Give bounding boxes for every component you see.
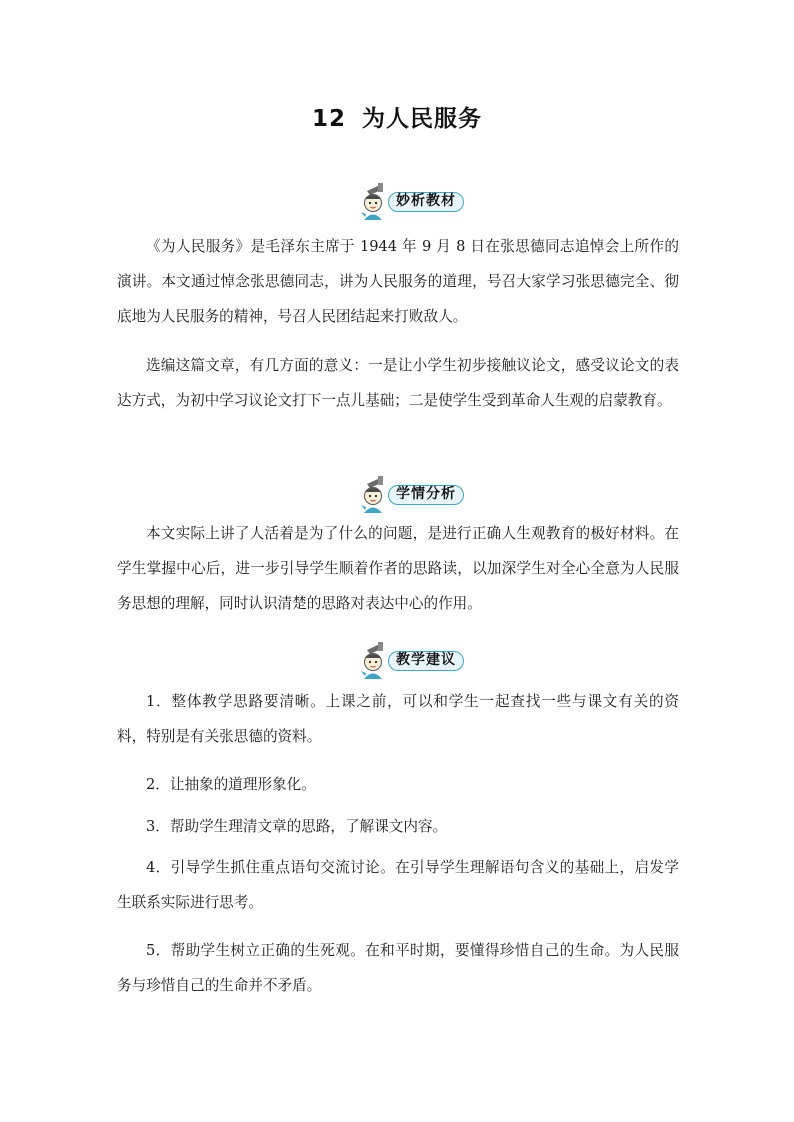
paragraph: 《为人民服务》是毛泽东主席于 1944 年 9 月 8 日在张思德同志追悼会上所作的演讲。本文通过悼念张思德同志，讲为人民服务的道理，号召大家学习张思德完全、彻底地为人民服务的精神，号召人民团结起来打败敌人。 <box>117 238 679 325</box>
lesson-title: 为人民服务 <box>362 106 482 132</box>
section-badge-pill <box>388 192 464 212</box>
paragraph: 本文实际上讲了人活着是为了什么的问题，是进行正确人生观教育的极好材料。在学生掌握中心后，进一步引导学生顺着作者的思路读，以加深学生对全心全意为人民服务思想的理解，同时认识清楚的思路对表达中心的作用。 <box>117 525 679 612</box>
list-item: 5．帮助学生树立正确的生死观。在和平时期，要懂得珍惜自己的生命。为人民服务与珍惜自己的生命并不矛盾。 <box>117 942 679 994</box>
paragraph: 选编这篇文章，有几方面的意义：一是让小学生初步接触议论文，感受议论文的表达方式，为初中学习议论文打下一点儿基础；二是使学生受到革命人生观的启蒙教育。 <box>117 357 679 409</box>
section-badge-pill <box>388 651 464 671</box>
list-item: 4．引导学生抓住重点语句交流讨论。在引导学生理解语句含义的基础上，启发学生联系实际进行思考。 <box>117 859 679 911</box>
section-badge <box>358 182 468 222</box>
section-header-analysis <box>0 182 794 222</box>
section-badge-label: 教学建议 <box>396 652 456 668</box>
list-item: 1．整体教学思路要清晰。上课之前，可以和学生一起查找一些与课文有关的资料，特别是有关张思德的资料。 <box>117 693 679 745</box>
section-header-learning <box>0 475 794 515</box>
section-badge <box>358 475 468 515</box>
section-header-suggestions <box>0 641 794 681</box>
section-badge <box>358 641 468 681</box>
lesson-number: 12 <box>311 106 346 132</box>
list-item: 3．帮助学生理清文章的思路，了解课文内容。 <box>146 818 448 835</box>
section-badge-label: 学情分析 <box>396 486 456 502</box>
page-title <box>0 100 794 133</box>
section-badge-pill <box>388 485 464 505</box>
list-item: 2．让抽象的道理形象化。 <box>146 776 316 793</box>
section-badge-label: 妙析教材 <box>396 193 456 209</box>
